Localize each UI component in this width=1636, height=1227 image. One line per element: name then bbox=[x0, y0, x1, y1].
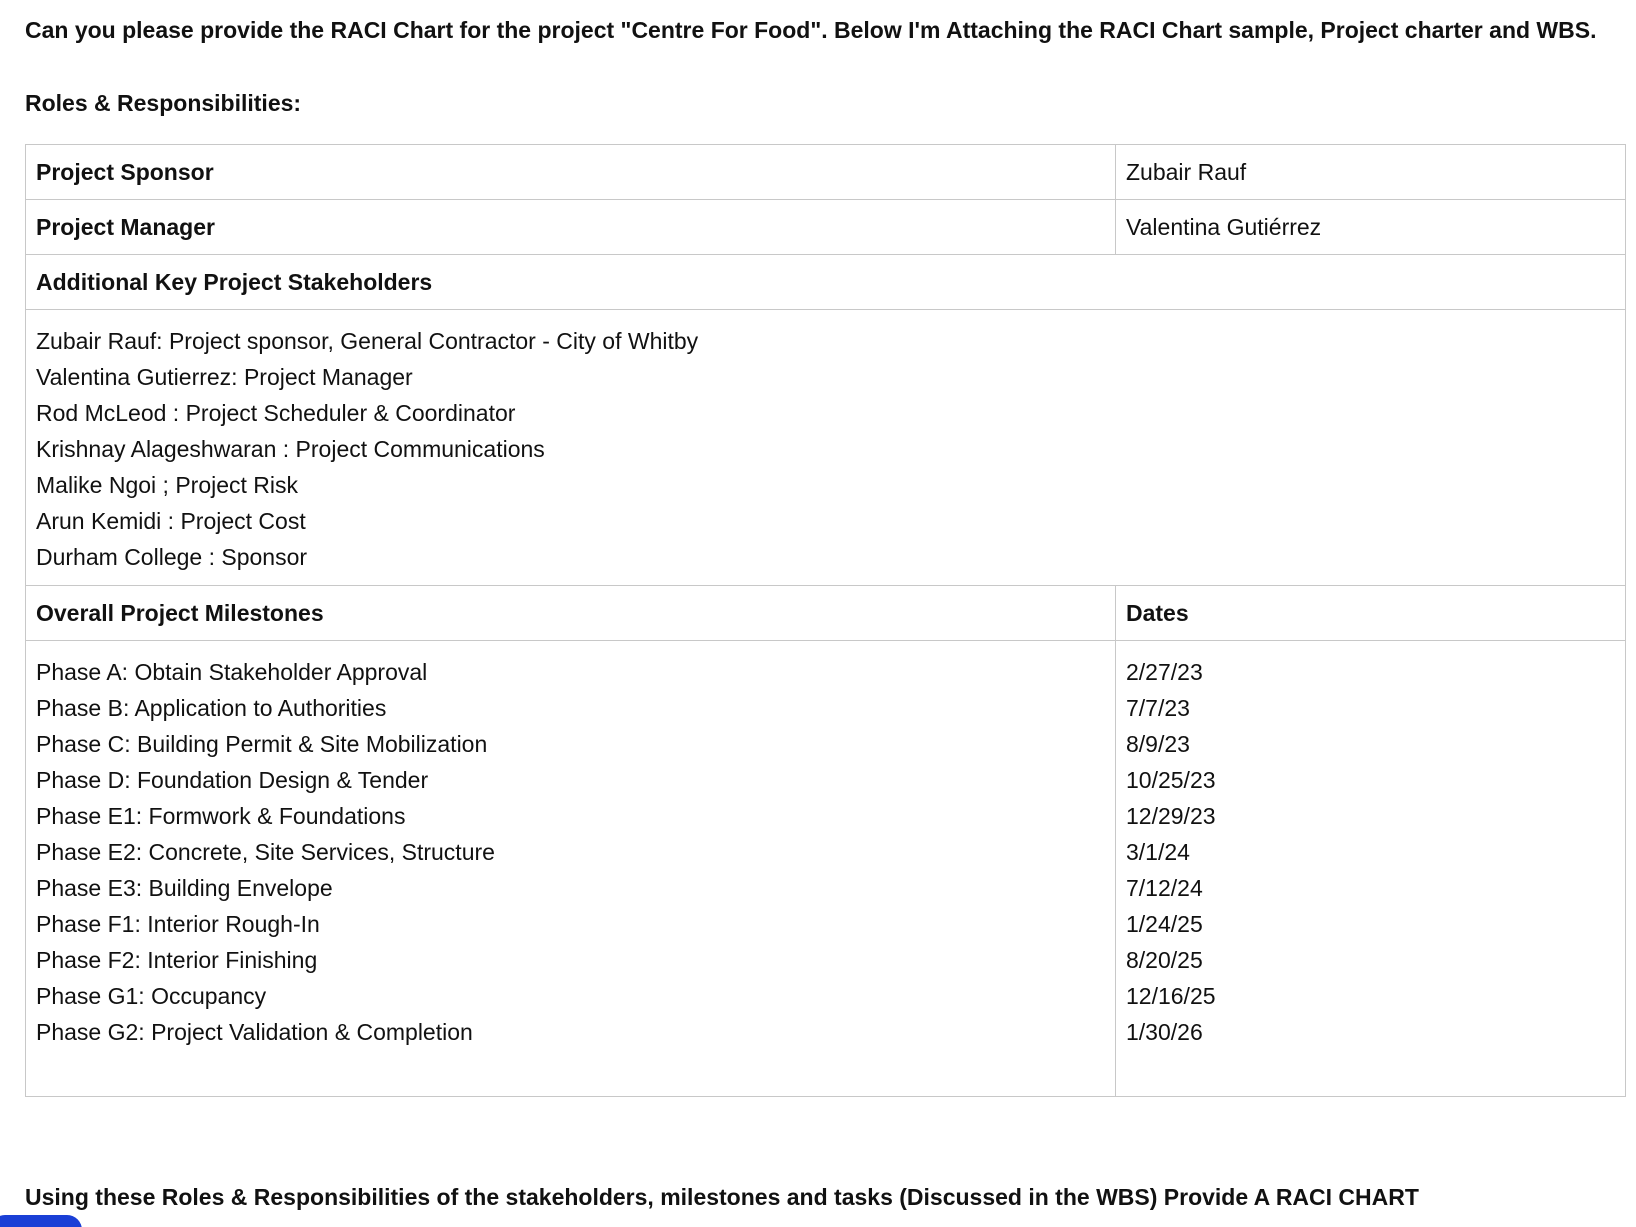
milestone-date: 2/27/23 bbox=[1126, 659, 1203, 685]
table-row-sponsor bbox=[26, 145, 1626, 200]
table-row-milestones-header bbox=[26, 586, 1626, 641]
milestone-date: 7/7/23 bbox=[1126, 695, 1190, 721]
stakeholder-item: Krishnay Alageshwaran : Project Communications bbox=[36, 436, 545, 462]
milestones-phase-list bbox=[26, 641, 1116, 1097]
dates-label: Dates bbox=[1116, 586, 1626, 641]
milestone-phase: Phase E3: Building Envelope bbox=[36, 875, 333, 901]
milestone-phase: Phase G1: Occupancy bbox=[36, 983, 267, 1009]
corner-chip[interactable] bbox=[0, 1215, 82, 1227]
request-text: Can you please provide the RACI Chart for the project "Centre For Food". Below I'm Attaching the RACI Chart sample, Project charter and WBS. bbox=[25, 17, 1597, 43]
section-heading: Roles & Responsibilities: bbox=[25, 90, 302, 116]
stakeholder-item: Rod McLeod : Project Scheduler & Coordinator bbox=[36, 400, 516, 426]
milestone-date: 8/20/25 bbox=[1126, 947, 1203, 973]
milestones-date-list bbox=[1116, 641, 1626, 1097]
table-row-milestones bbox=[26, 641, 1626, 1097]
milestones-label: Overall Project Milestones bbox=[26, 586, 1116, 641]
manager-label: Project Manager bbox=[26, 200, 1116, 255]
stakeholder-item: Arun Kemidi : Project Cost bbox=[36, 508, 306, 534]
milestone-date: 8/9/23 bbox=[1126, 731, 1190, 757]
milestone-phase: Phase F1: Interior Rough-In bbox=[36, 911, 320, 937]
stakeholder-item: Zubair Rauf: Project sponsor, General Contractor - City of Whitby bbox=[36, 328, 699, 354]
table-row-manager bbox=[26, 200, 1626, 255]
table-row-stakeholders-header bbox=[26, 255, 1626, 310]
milestone-phase: Phase B: Application to Authorities bbox=[36, 695, 387, 721]
milestone-phase: Phase G2: Project Validation & Completion bbox=[36, 1019, 473, 1045]
milestone-date: 1/24/25 bbox=[1126, 911, 1203, 937]
closing-request-text: Using these Roles & Responsibilities of the stakeholders, milestones and tasks (Discussed in the WBS) Provide A RACI CHART bbox=[25, 1184, 1419, 1210]
milestone-date: 10/25/23 bbox=[1126, 767, 1216, 793]
milestone-phase: Phase C: Building Permit & Site Mobilization bbox=[36, 731, 488, 757]
sponsor-value: Zubair Rauf bbox=[1116, 145, 1626, 200]
sponsor-label: Project Sponsor bbox=[26, 145, 1116, 200]
stakeholders-list bbox=[26, 310, 1626, 586]
stakeholder-item: Malike Ngoi ; Project Risk bbox=[36, 472, 299, 498]
roles-table bbox=[25, 144, 1626, 1097]
table-row-stakeholders bbox=[26, 310, 1626, 586]
milestone-phase: Phase E2: Concrete, Site Services, Structure bbox=[36, 839, 495, 865]
milestone-phase: Phase D: Foundation Design & Tender bbox=[36, 767, 429, 793]
stakeholders-label: Additional Key Project Stakeholders bbox=[26, 255, 1626, 310]
milestone-phase: Phase E1: Formwork & Foundations bbox=[36, 803, 406, 829]
manager-value: Valentina Gutiérrez bbox=[1116, 200, 1626, 255]
milestone-date: 1/30/26 bbox=[1126, 1019, 1203, 1045]
milestone-date: 3/1/24 bbox=[1126, 839, 1190, 865]
milestone-phase: Phase F2: Interior Finishing bbox=[36, 947, 318, 973]
milestone-date: 12/16/25 bbox=[1126, 983, 1216, 1009]
stakeholder-item: Valentina Gutierrez: Project Manager bbox=[36, 364, 413, 390]
milestone-phase: Phase A: Obtain Stakeholder Approval bbox=[36, 659, 428, 685]
milestone-date: 12/29/23 bbox=[1126, 803, 1216, 829]
stakeholder-item: Durham College : Sponsor bbox=[36, 544, 308, 570]
milestone-date: 7/12/24 bbox=[1126, 875, 1203, 901]
